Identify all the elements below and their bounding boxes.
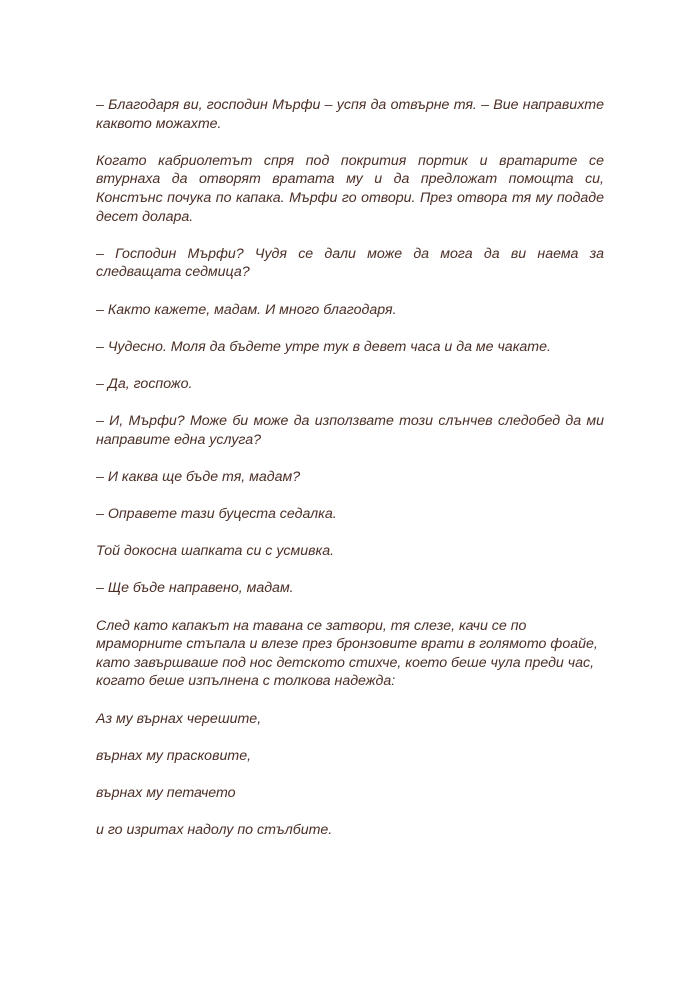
paragraph-9: – Оправете тази буцеста седалка. [96,506,337,523]
paragraph-6: – Да, госпожо. [96,375,193,392]
text-column [96,96,604,858]
paragraph-7: – И, Мърфи? Може би може да използвате този слънчев следобед да ми направите една услуга? [96,413,604,448]
paragraph-5: – Чудесно. Моля да бъдете утре тук в девет часа и да ме чакате. [96,338,551,355]
verse-line-3: върнах му петачето [96,784,236,801]
paragraph-12: След като капакът на тавана се затвори, тя слезе, качи се по мраморните стъпала и влезе през бронзовите врати в голямото фоайе, като завършваше под нос детското стихче, което беше чула преди час, когато беше изпълнена с толкова надежда: [96,617,598,690]
paragraph-3: – Господин Мърфи? Чудя се дали може да мога да ви наема за следващата седмица? [96,245,604,281]
paragraph-1: – Благодаря ви, господин Мърфи – успя да отвърне тя. – Вие направихте каквото можахте. [96,97,604,132]
paragraph-4: – Както кажете, мадам. И много благодаря. [96,301,397,318]
paragraph-11: – Ще бъде направено, мадам. [96,580,294,597]
verse-line-1: Аз му върнах черешите, [96,710,262,727]
paragraph-2: Когато кабриолетът спря под покрития портик и вратарите се втурнаха да отворят вратата му и да предложат помощта си, Констънс почука по капака. Мърфи го отвори. През отвора тя му подаде десет долара. [96,152,604,225]
paragraph-8: – И каква ще бъде тя, мадам? [96,468,301,485]
verse-line-4: и го изритах надолу по стълбите. [96,822,333,839]
paragraph-10: Той докосна шапката си с усмивка. [96,543,335,560]
verse-line-2: върнах му прасковите, [96,747,252,764]
